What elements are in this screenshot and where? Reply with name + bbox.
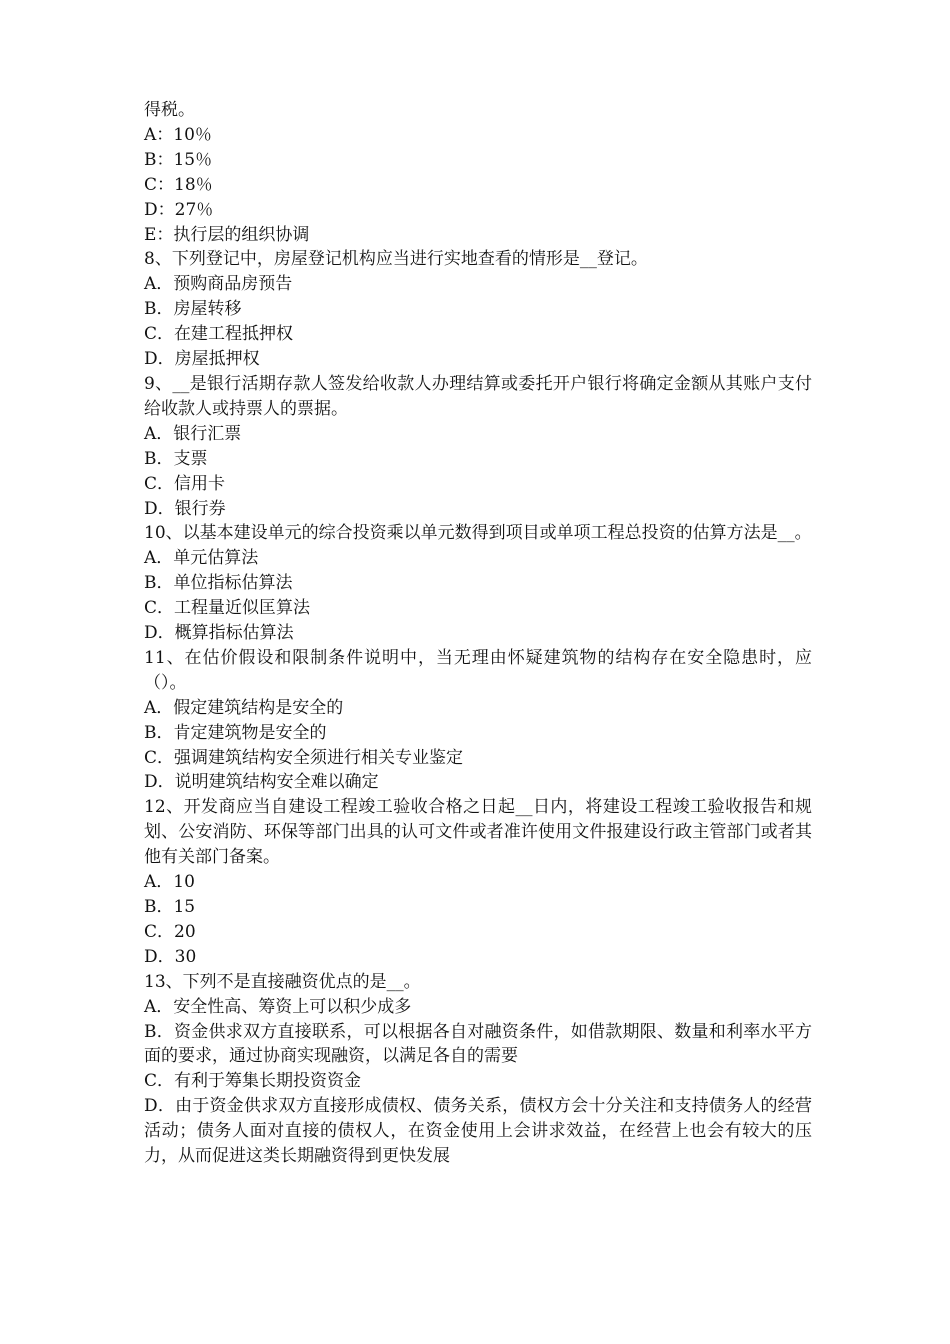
option-d: D．说明建筑结构安全难以确定 xyxy=(144,772,379,793)
option-d: D．概算指标估算法 xyxy=(144,623,294,644)
option-d: D：27％ xyxy=(144,199,214,220)
document-page xyxy=(144,98,812,1169)
option-e: E：执行层的组织协调 xyxy=(144,224,310,245)
question-stem: 12、开发商应当自建设工程竣工验收合格之日起__日内，将建设工程竣工验收报告和规划、公安消防、环保等部门出具的认可文件或者准许使用文件报建设行政主管部门或者其他有关部门备案。 xyxy=(144,797,812,868)
option-d: D．银行券 xyxy=(144,498,226,519)
option-b: B．肯定建筑物是安全的 xyxy=(144,722,327,743)
question-stem: 9、__是银行活期存款人签发给收款人办理结算或委托开户银行将确定金额从其账户支付给收款人或持票人的票据。 xyxy=(144,373,812,419)
question-12 xyxy=(144,795,812,969)
option-b: B．支票 xyxy=(144,448,208,469)
option-a: A．预购商品房预告 xyxy=(144,274,293,295)
option-b: B．单位指标估算法 xyxy=(144,573,293,594)
option-c: C．有利于筹集长期投资资金 xyxy=(144,1071,362,1092)
option-b: B：15％ xyxy=(144,149,213,170)
question-13 xyxy=(144,970,812,1169)
option-c: C．工程量近似匡算法 xyxy=(144,598,311,619)
option-b: B．资金供求双方直接联系，可以根据各自对融资条件，如借款期限、数量和利率水平方面的要求，通过协商实现融资，以满足各自的需要 xyxy=(144,1021,812,1067)
question-11 xyxy=(144,646,812,795)
intro-options xyxy=(144,123,812,248)
intro-text: 得税。 xyxy=(144,100,195,120)
option-d: D．房屋抵押权 xyxy=(144,349,260,370)
question-stem: 13、下列不是直接融资优点的是__。 xyxy=(144,971,421,992)
option-a: A．单元估算法 xyxy=(144,548,259,569)
option-a: A：10％ xyxy=(144,124,212,145)
question-stem: 10、以基本建设单元的综合投资乘以单元数得到项目或单项工程总投资的估算方法是__。 xyxy=(144,523,812,544)
question-8 xyxy=(144,247,812,372)
option-b: B．15 xyxy=(144,897,196,917)
option-a: A．假定建筑结构是安全的 xyxy=(144,697,344,718)
question-10 xyxy=(144,521,812,646)
option-a: A．银行汇票 xyxy=(144,423,242,444)
option-c: C．信用卡 xyxy=(144,473,226,494)
question-stem: 8、下列登记中，房屋登记机构应当进行实地查看的情形是__登记。 xyxy=(144,249,648,270)
option-a: A．10 xyxy=(144,872,195,893)
option-c: C．强调建筑结构安全须进行相关专业鉴定 xyxy=(144,747,464,768)
option-d: D．由于资金供求双方直接形成债权、债务关系，债权方会十分关注和支持债务人的经营活动；债务人面对直接的债权人，在资金使用上会讲求效益，在经营上也会有较大的压力，从而促进这类长期融资得到更快发展 xyxy=(144,1096,812,1167)
option-a: A．安全性高、筹资上可以积少成多 xyxy=(144,996,412,1017)
option-c: C．20 xyxy=(144,921,196,942)
question-9 xyxy=(144,372,812,521)
option-c: C：18％ xyxy=(144,174,213,195)
option-d: D．30 xyxy=(144,946,197,967)
option-b: B．房屋转移 xyxy=(144,299,242,320)
question-stem: 11、在估价假设和限制条件说明中，当无理由怀疑建筑物的结构存在安全隐患时，应（）。 xyxy=(144,647,812,693)
option-c: C．在建工程抵押权 xyxy=(144,324,294,345)
